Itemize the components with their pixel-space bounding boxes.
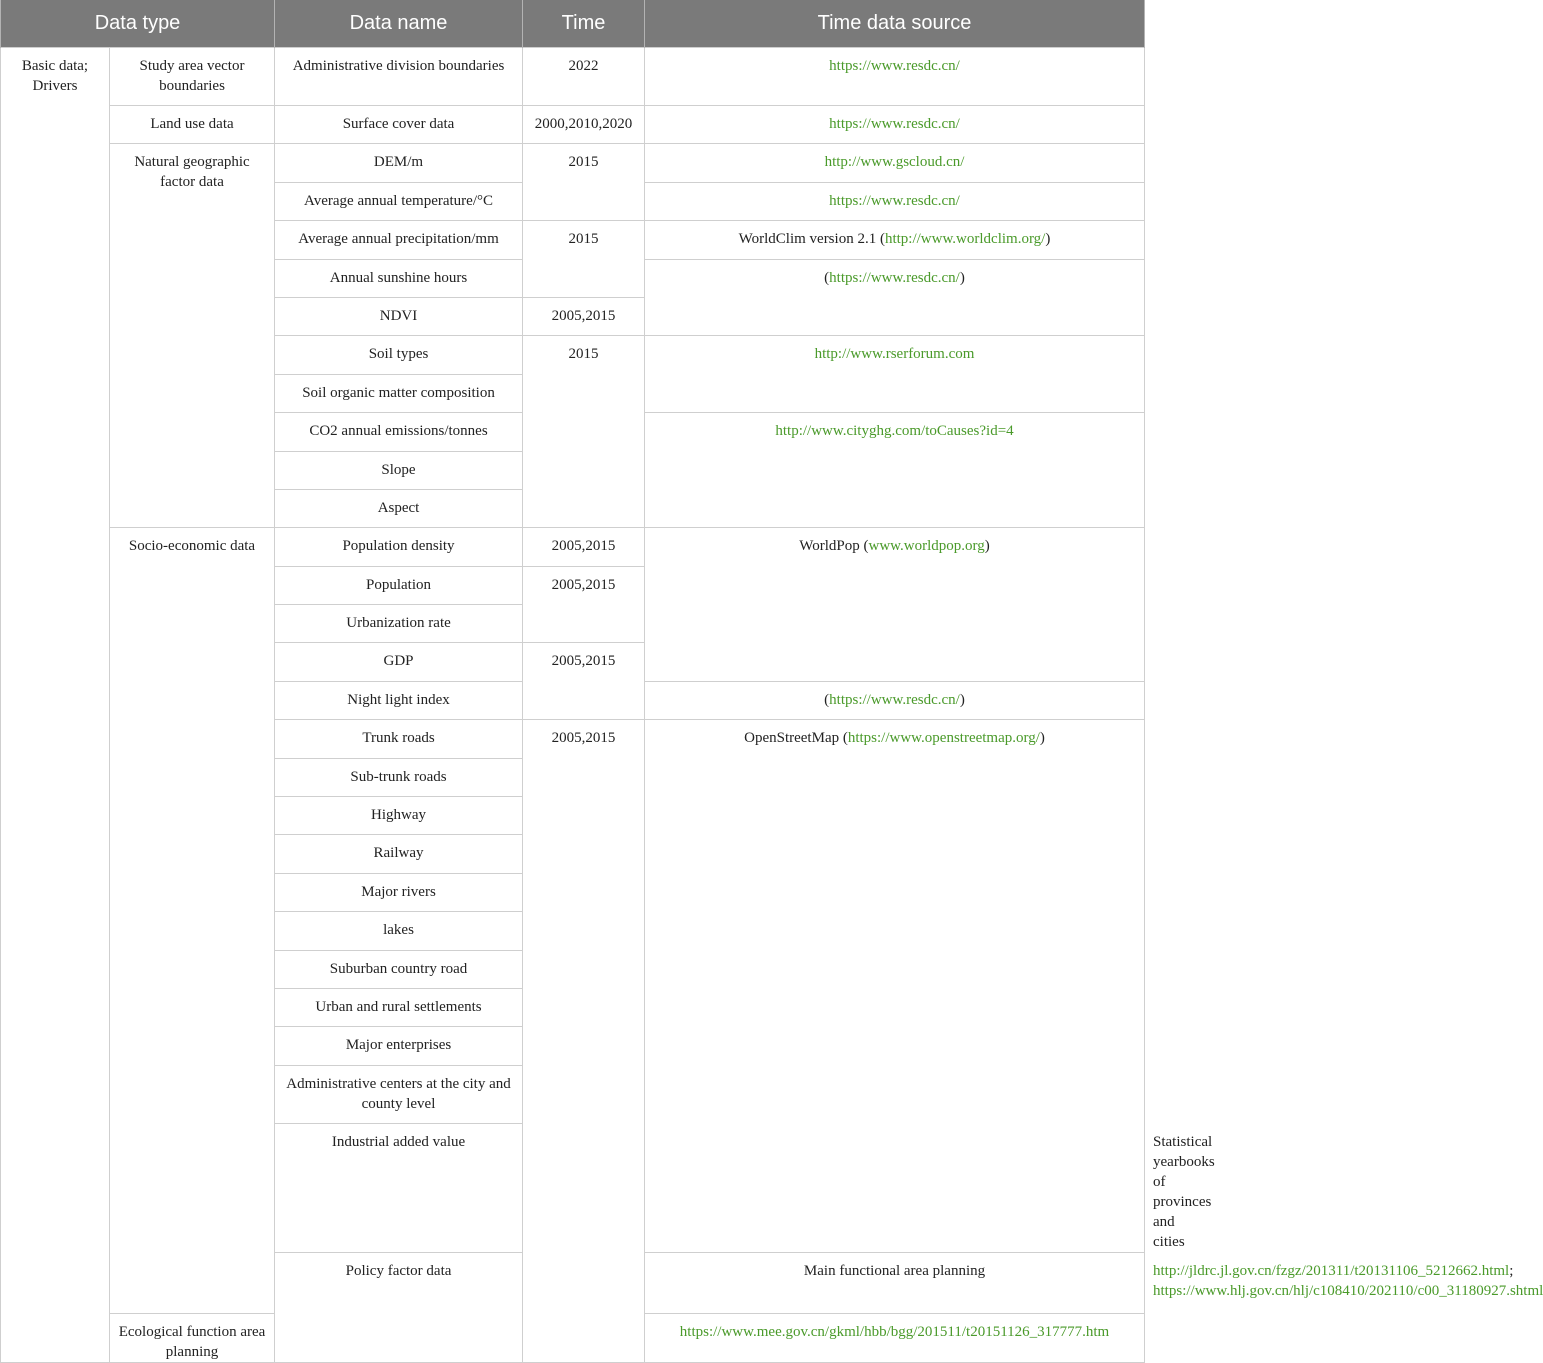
data-type-cell: Basic data; Drivers (1, 48, 110, 1363)
header-data-type: Data type (1, 0, 275, 48)
name-cell: Soil types (275, 336, 523, 374)
name-cell: Major rivers (275, 873, 523, 911)
name-cell: Soil organic matter composition (275, 374, 523, 412)
source-link[interactable]: http://www.cityghg.com/toCauses?id=4 (645, 413, 1145, 528)
name-cell: Main functional area planning (645, 1252, 1145, 1313)
name-cell: Aspect (275, 489, 523, 527)
category-cell: Study area vector boundaries (110, 48, 275, 106)
table-row (1, 106, 1145, 144)
name-cell: CO2 annual emissions/tonnes (275, 413, 523, 451)
time-cell: 2005,2015 (523, 566, 645, 643)
source-link[interactable]: http://www.gscloud.cn/ (645, 144, 1145, 182)
table-row: Industrial added value Statistical yearbooks of provinces and cities (1, 1123, 1145, 1252)
name-cell: Administrative division boundaries (275, 48, 523, 106)
time-cell: 2000,2010,2020 (523, 106, 645, 144)
name-cell: Population (275, 566, 523, 604)
source-link[interactable]: https://www.resdc.cn/ (645, 106, 1145, 144)
time-cell: 2015 (523, 336, 645, 528)
category-cell: Land use data (110, 106, 275, 144)
name-cell: GDP (275, 643, 523, 681)
source-link[interactable]: https://www.resdc.cn/ (645, 48, 1145, 106)
name-cell: DEM/m (275, 144, 523, 182)
source-link[interactable]: http://jldrc.jl.gov.cn/fzgz/201311/t20131106_5212662.html (1153, 1262, 1510, 1279)
name-cell: Population density (275, 528, 523, 566)
time-cell: 2005,2015 (523, 720, 645, 1363)
category-cell: Policy factor data (275, 1252, 523, 1362)
source-cell (645, 221, 1145, 259)
table-row (1, 528, 1145, 566)
source-link[interactable]: https://www.resdc.cn/ (829, 269, 960, 286)
name-cell: Railway (275, 835, 523, 873)
name-cell: Suburban country road (275, 950, 523, 988)
source-paren: ) (959, 269, 965, 286)
name-cell: Industrial added value (275, 1123, 523, 1252)
source-cell (645, 681, 1145, 719)
source-cell (645, 528, 1145, 682)
name-cell: Average annual precipitation/mm (275, 221, 523, 259)
table-header-row (1, 0, 1145, 48)
category-cell: Natural geographic factor data (110, 144, 275, 528)
source-link[interactable]: https://www.mee.gov.cn/gkml/hbb/bgg/201511/t20151126_317777.htm (645, 1313, 1145, 1362)
category-cell: Socio-economic data (110, 528, 275, 1313)
header-data-name: Data name (275, 0, 523, 48)
name-cell: Ecological function area planning (110, 1313, 275, 1362)
time-cell: 2015 (523, 144, 645, 221)
source-link[interactable]: https://www.openstreetmap.org/ (847, 730, 1040, 747)
name-cell: Night light index (275, 681, 523, 719)
source-paren: ) (1039, 730, 1045, 747)
source-label: WorldPop ( (799, 538, 869, 555)
name-cell: Highway (275, 797, 523, 835)
name-cell: Surface cover data (275, 106, 523, 144)
table-row (1, 144, 1145, 182)
source-paren: ) (959, 691, 965, 708)
source-label: WorldClim version 2.1 ( (738, 231, 885, 248)
source-paren: ( (824, 691, 830, 708)
source-paren: ) (1045, 231, 1051, 248)
name-cell: Urbanization rate (275, 605, 523, 643)
name-cell: lakes (275, 912, 523, 950)
source-paren: ( (824, 269, 830, 286)
header-source: Time data source (645, 0, 1145, 48)
source-label: OpenStreetMap ( (744, 730, 848, 747)
time-cell: 2005,2015 (523, 643, 645, 720)
name-cell: NDVI (275, 297, 523, 335)
source-link[interactable]: https://www.resdc.cn/ (829, 691, 960, 708)
name-cell: Administrative centers at the city and county level (275, 1065, 523, 1123)
name-cell: Sub-trunk roads (275, 758, 523, 796)
source-link[interactable]: https://www.resdc.cn/ (645, 182, 1145, 220)
source-link[interactable]: http://www.worldclim.org/ (884, 231, 1046, 248)
name-cell: Slope (275, 451, 523, 489)
time-cell: 2005,2015 (523, 297, 645, 335)
source-cell (645, 259, 1145, 336)
source-link[interactable]: www.worldpop.org (868, 538, 985, 555)
name-cell: Urban and rural settlements (275, 988, 523, 1026)
source-link[interactable]: http://www.rserforum.com (645, 336, 1145, 413)
header-time: Time (523, 0, 645, 48)
name-cell: Trunk roads (275, 720, 523, 758)
source-paren: ) (984, 538, 990, 555)
time-cell: 2022 (523, 48, 645, 106)
source-separator: ; (1509, 1262, 1514, 1279)
name-cell: Annual sunshine hours (275, 259, 523, 297)
time-cell: 2015 (523, 221, 645, 298)
source-cell (645, 720, 1145, 1253)
table-row (1, 48, 1145, 106)
name-cell: Major enterprises (275, 1027, 523, 1065)
name-cell: Average annual temperature/°C (275, 182, 523, 220)
time-cell: 2005,2015 (523, 528, 645, 566)
source-link[interactable]: https://www.hlj.gov.cn/hlj/c108410/202110/c00_31180927.shtml (1153, 1282, 1543, 1299)
